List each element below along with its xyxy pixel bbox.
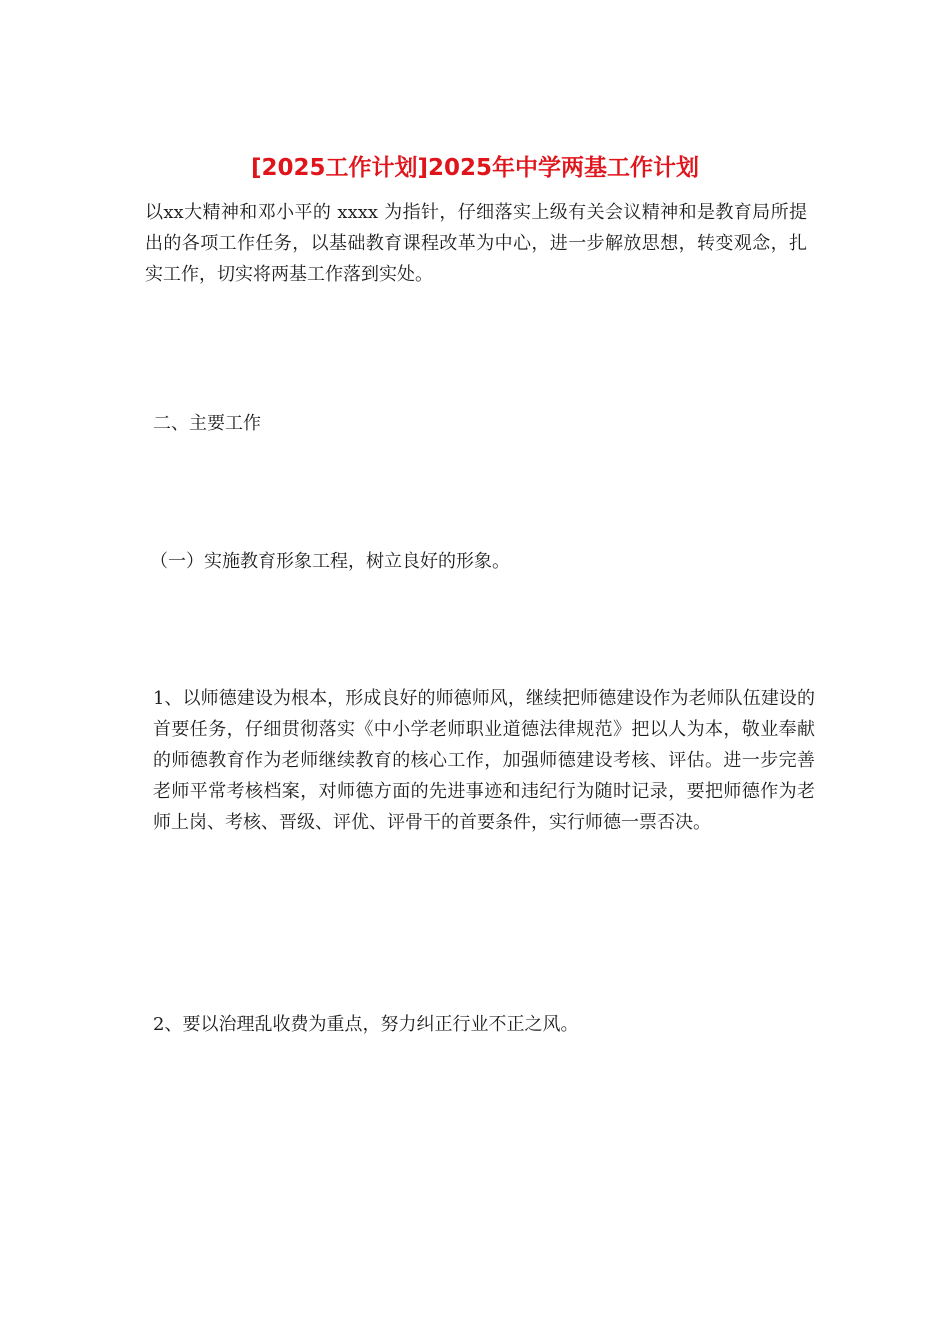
list-item-2: 2、要以治理乱收费为重点，努力纠正行业不正之风。: [153, 1014, 579, 1035]
subsection-heading: （一）实施教育形象工程，树立良好的形象。: [150, 551, 510, 572]
section-heading: 二、主要工作: [153, 413, 261, 434]
list-item-1: 1、以师德建设为根本，形成良好的师德师风，继续把师德建设作为老师队伍建设的首要任务，仔细贯彻落实《中小学老师职业道德法律规范》把以人为本，敬业奉献的师德教育作为老师继续教育的核心工作，加强师德建设考核、评估。进一步完善老师平常考核档案，对师德方面的先进事迹和违纪行为随时记录，要把师德作为老师上岗、考核、晋级、评优、评骨干的首要条件，实行师德一票否决。: [153, 688, 815, 833]
intro-paragraph: 以xx大精神和邓小平的 xxxx 为指针，仔细落实上级有关会议精神和是教育局所提出的各项工作任务，以基础教育课程改革为中心，进一步解放思想，转变观念，扎实工作，切实将两基工作落到实处。: [145, 202, 807, 285]
document-title: [2025工作计划]2025年中学两基工作计划: [250, 155, 700, 181]
